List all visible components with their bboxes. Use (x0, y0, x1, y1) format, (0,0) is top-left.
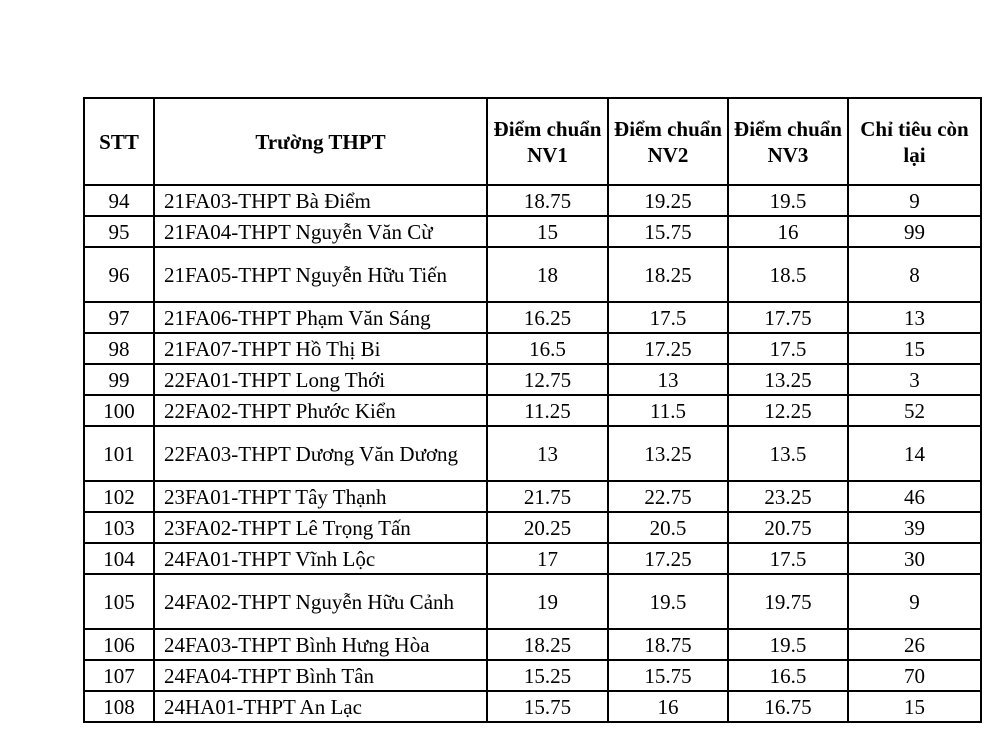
cell-nv2: 17.25 (608, 543, 728, 574)
table-row (84, 629, 981, 660)
cell-nv3: 17.75 (728, 302, 848, 333)
cell-quota: 26 (848, 629, 981, 660)
header-nv3: Điểm chuẩn NV3 (728, 98, 848, 185)
cell-school: 23FA02-THPT Lê Trọng Tấn (154, 512, 487, 543)
table-row (84, 660, 981, 691)
cell-nv2: 15.75 (608, 660, 728, 691)
cell-school: 22FA01-THPT Long Thới (154, 364, 487, 395)
cell-nv2: 20.5 (608, 512, 728, 543)
cell-quota: 15 (848, 691, 981, 722)
cell-nv3: 13.5 (728, 426, 848, 481)
cell-quota: 99 (848, 216, 981, 247)
cell-quota: 9 (848, 574, 981, 629)
cell-nv1: 16.5 (487, 333, 608, 364)
cell-quota: 3 (848, 364, 981, 395)
cell-stt: 100 (84, 395, 154, 426)
cell-nv1: 15.25 (487, 660, 608, 691)
cell-school: 24FA02-THPT Nguyễn Hữu Cảnh (154, 574, 487, 629)
cell-nv3: 13.25 (728, 364, 848, 395)
cell-quota: 52 (848, 395, 981, 426)
cell-stt: 105 (84, 574, 154, 629)
cell-nv3: 12.25 (728, 395, 848, 426)
cell-stt: 103 (84, 512, 154, 543)
cell-stt: 94 (84, 185, 154, 216)
cell-nv1: 15 (487, 216, 608, 247)
cell-stt: 104 (84, 543, 154, 574)
cell-school: 24FA04-THPT Bình Tân (154, 660, 487, 691)
cell-nv2: 15.75 (608, 216, 728, 247)
table-row (84, 216, 981, 247)
cell-stt: 95 (84, 216, 154, 247)
table-row (84, 691, 981, 722)
cell-nv1: 20.25 (487, 512, 608, 543)
cell-nv2: 19.5 (608, 574, 728, 629)
cell-nv2: 18.75 (608, 629, 728, 660)
cell-stt: 97 (84, 302, 154, 333)
cell-nv1: 16.25 (487, 302, 608, 333)
table-row (84, 395, 981, 426)
cell-nv3: 16.5 (728, 660, 848, 691)
table-row (84, 426, 981, 481)
table-row (84, 247, 981, 302)
cell-nv3: 19.5 (728, 629, 848, 660)
cell-nv3: 16 (728, 216, 848, 247)
cell-school: 22FA02-THPT Phước Kiển (154, 395, 487, 426)
table-row (84, 333, 981, 364)
cell-quota: 9 (848, 185, 981, 216)
cell-school: 23FA01-THPT Tây Thạnh (154, 481, 487, 512)
cell-quota: 39 (848, 512, 981, 543)
cell-stt: 101 (84, 426, 154, 481)
cell-school: 21FA04-THPT Nguyễn Văn Cừ (154, 216, 487, 247)
cell-nv2: 17.25 (608, 333, 728, 364)
cell-quota: 8 (848, 247, 981, 302)
cell-school: 24FA01-THPT Vĩnh Lộc (154, 543, 487, 574)
table-row (84, 543, 981, 574)
header-nv1: Điểm chuẩn NV1 (487, 98, 608, 185)
cell-nv1: 18.25 (487, 629, 608, 660)
header-nv2: Điểm chuẩn NV2 (608, 98, 728, 185)
header-school: Trường THPT (154, 98, 487, 185)
cell-quota: 30 (848, 543, 981, 574)
table-row (84, 364, 981, 395)
cell-quota: 14 (848, 426, 981, 481)
cell-nv2: 13 (608, 364, 728, 395)
cell-school: 24HA01-THPT An Lạc (154, 691, 487, 722)
cell-nv3: 23.25 (728, 481, 848, 512)
cell-nv3: 17.5 (728, 543, 848, 574)
cell-quota: 13 (848, 302, 981, 333)
cell-nv1: 11.25 (487, 395, 608, 426)
cell-nv2: 19.25 (608, 185, 728, 216)
header-quota: Chỉ tiêu còn lại (848, 98, 981, 185)
cell-stt: 99 (84, 364, 154, 395)
table-row (84, 481, 981, 512)
cell-quota: 15 (848, 333, 981, 364)
cell-school: 21FA07-THPT Hồ Thị Bi (154, 333, 487, 364)
cell-nv1: 18.75 (487, 185, 608, 216)
table-body (84, 185, 981, 722)
cell-stt: 106 (84, 629, 154, 660)
cell-nv1: 17 (487, 543, 608, 574)
cell-stt: 102 (84, 481, 154, 512)
cell-quota: 70 (848, 660, 981, 691)
cell-stt: 96 (84, 247, 154, 302)
cell-nv3: 17.5 (728, 333, 848, 364)
cell-nv1: 18 (487, 247, 608, 302)
cell-stt: 107 (84, 660, 154, 691)
table-row (84, 512, 981, 543)
cell-nv2: 18.25 (608, 247, 728, 302)
cell-nv3: 18.5 (728, 247, 848, 302)
cell-quota: 46 (848, 481, 981, 512)
cell-school: 24FA03-THPT Bình Hưng Hòa (154, 629, 487, 660)
cell-nv3: 16.75 (728, 691, 848, 722)
header-stt: STT (84, 98, 154, 185)
cell-school: 21FA03-THPT Bà Điểm (154, 185, 487, 216)
table-header-row (84, 98, 981, 185)
cell-school: 21FA06-THPT Phạm Văn Sáng (154, 302, 487, 333)
cell-nv1: 15.75 (487, 691, 608, 722)
cell-nv2: 13.25 (608, 426, 728, 481)
cell-stt: 108 (84, 691, 154, 722)
cell-nv1: 21.75 (487, 481, 608, 512)
table-row (84, 302, 981, 333)
cell-nv2: 16 (608, 691, 728, 722)
table-row (84, 574, 981, 629)
cell-nv1: 12.75 (487, 364, 608, 395)
table-row (84, 185, 981, 216)
cell-nv3: 19.75 (728, 574, 848, 629)
admission-score-table (83, 97, 982, 723)
cell-school: 22FA03-THPT Dương Văn Dương (154, 426, 487, 481)
cell-school: 21FA05-THPT Nguyễn Hữu Tiến (154, 247, 487, 302)
cell-nv3: 20.75 (728, 512, 848, 543)
cell-nv3: 19.5 (728, 185, 848, 216)
cell-nv1: 13 (487, 426, 608, 481)
cell-nv2: 22.75 (608, 481, 728, 512)
cell-stt: 98 (84, 333, 154, 364)
cell-nv2: 11.5 (608, 395, 728, 426)
cell-nv1: 19 (487, 574, 608, 629)
cell-nv2: 17.5 (608, 302, 728, 333)
